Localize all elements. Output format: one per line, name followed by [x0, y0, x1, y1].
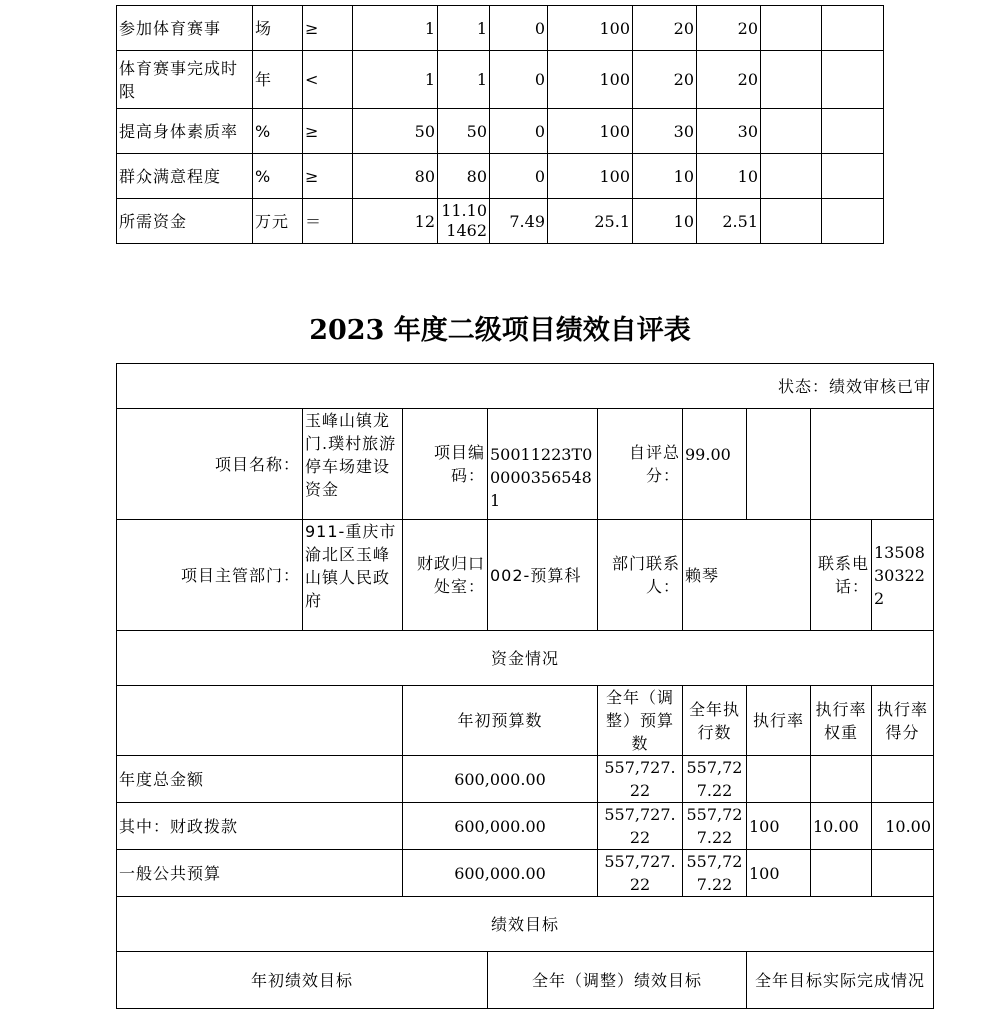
funds-header-row [117, 686, 934, 756]
indicator-value: 20 [633, 6, 697, 51]
column-header: 年初绩效目标 [117, 952, 488, 1009]
funds-score: 10.00 [872, 803, 934, 850]
table-row [117, 850, 934, 897]
table-row [117, 6, 884, 51]
column-header: 执行率 [747, 686, 811, 756]
funds-weight [811, 850, 872, 897]
indicator-value: 2.51 [697, 199, 761, 244]
indicator-value: 1 [438, 51, 490, 109]
indicator-value [761, 109, 822, 154]
indicator-value [822, 109, 884, 154]
indicator-table [116, 5, 884, 244]
indicator-value: 100 [548, 109, 633, 154]
evaluation-table [116, 363, 934, 1009]
indicator-value: 1 [353, 51, 438, 109]
indicator-value: 30 [697, 109, 761, 154]
page-title: 2023 年度二级项目绩效自评表 [309, 315, 691, 346]
indicator-value: 100 [548, 6, 633, 51]
indicator-value: 50 [353, 109, 438, 154]
funds-adjusted: 557,727.22 [598, 850, 683, 897]
phone-label: 联系电话： [811, 520, 872, 631]
indicator-value: 50 [438, 109, 490, 154]
indicator-name: 群众满意程度 [117, 154, 253, 199]
project-name-value: 玉峰山镇龙门.璞村旅游停车场建设资金 [303, 409, 403, 520]
table-row [117, 803, 934, 850]
phone-value: 13508303222 [872, 520, 934, 631]
funds-executed: 557,727.22 [683, 756, 747, 803]
column-header: 全年执行数 [683, 686, 747, 756]
indicator-value: 80 [353, 154, 438, 199]
table-row [117, 756, 934, 803]
funds-section-row [117, 631, 934, 686]
department-label: 项目主管部门： [117, 520, 303, 631]
indicator-unit: 场 [253, 6, 303, 51]
table-row [117, 51, 884, 109]
indicator-value: 20 [697, 6, 761, 51]
indicator-value: 7.49 [490, 199, 548, 244]
indicator-unit: % [253, 154, 303, 199]
indicator-operator: ≥ [303, 6, 353, 51]
self-score-label: 自评总分： [598, 409, 683, 520]
indicator-value [822, 199, 884, 244]
table-row [117, 154, 884, 199]
indicator-value: 25.1 [548, 199, 633, 244]
column-header: 年初预算数 [403, 686, 598, 756]
column-header: 全年（调整）绩效目标 [488, 952, 747, 1009]
funds-weight: 10.00 [811, 803, 872, 850]
indicator-operator: ≥ [303, 154, 353, 199]
indicator-value: 20 [633, 51, 697, 109]
indicator-value [822, 154, 884, 199]
indicator-value: 80 [438, 154, 490, 199]
funds-initial: 600,000.00 [403, 850, 598, 897]
indicator-value [761, 51, 822, 109]
indicator-name: 参加体育赛事 [117, 6, 253, 51]
column-header: 执行率权重 [811, 686, 872, 756]
column-header: 全年目标实际完成情况 [747, 952, 934, 1009]
goals-header-row [117, 952, 934, 1009]
table-row [117, 109, 884, 154]
indicator-name: 所需资金 [117, 199, 253, 244]
indicator-value: 0 [490, 51, 548, 109]
goals-section-title: 绩效目标 [117, 897, 934, 952]
project-code-label: 项目编码： [403, 409, 488, 520]
indicator-unit: 年 [253, 51, 303, 109]
indicator-value: 10 [633, 154, 697, 199]
funds-adjusted: 557,727.22 [598, 803, 683, 850]
project-row [117, 409, 934, 520]
funds-row-label: 一般公共预算 [117, 850, 403, 897]
department-row [117, 520, 934, 631]
funds-rate: 100 [747, 850, 811, 897]
indicator-value: 0 [490, 154, 548, 199]
contact-value: 赖琴 [683, 520, 811, 631]
funds-adjusted: 557,727.22 [598, 756, 683, 803]
indicator-operator: < [303, 51, 353, 109]
funds-weight [811, 756, 872, 803]
funds-score [872, 756, 934, 803]
indicator-value: 100 [548, 51, 633, 109]
funds-executed: 557,727.22 [683, 803, 747, 850]
column-header: 全年（调整）预算数 [598, 686, 683, 756]
indicator-value [822, 51, 884, 109]
indicator-value: 12 [353, 199, 438, 244]
indicator-value: 10 [633, 199, 697, 244]
indicator-value [761, 6, 822, 51]
indicator-value: 20 [697, 51, 761, 109]
indicator-unit: % [253, 109, 303, 154]
indicator-value [761, 199, 822, 244]
funds-rate: 100 [747, 803, 811, 850]
indicator-value: 11.101462 [438, 199, 490, 244]
indicator-value: 0 [490, 6, 548, 51]
indicator-unit: 万元 [253, 199, 303, 244]
self-score-value: 99.00 [683, 409, 747, 520]
indicator-value: 30 [633, 109, 697, 154]
contact-label: 部门联系人： [598, 520, 683, 631]
goals-section-row [117, 897, 934, 952]
indicator-value: 100 [548, 154, 633, 199]
project-code-value: 50011223T000003565481 [488, 409, 598, 520]
funds-executed: 557,727.22 [683, 850, 747, 897]
indicator-value [822, 6, 884, 51]
funds-initial: 600,000.00 [403, 803, 598, 850]
status-row [117, 364, 934, 409]
funds-rate [747, 756, 811, 803]
indicator-operator: ≥ [303, 109, 353, 154]
indicator-name: 提高身体素质率 [117, 109, 253, 154]
indicator-value: 1 [353, 6, 438, 51]
finance-office-value: 002-预算科 [488, 520, 598, 631]
funds-initial: 600,000.00 [403, 756, 598, 803]
finance-office-label: 财政归口处室： [403, 520, 488, 631]
funds-row-label: 年度总金额 [117, 756, 403, 803]
status-badge: 状态：绩效审核已审 [117, 364, 934, 409]
indicator-value: 0 [490, 109, 548, 154]
indicator-name: 体育赛事完成时限 [117, 51, 253, 109]
department-value: 911-重庆市渝北区玉峰山镇人民政府 [303, 520, 403, 631]
indicator-value: 10 [697, 154, 761, 199]
funds-row-label: 其中：财政拨款 [117, 803, 403, 850]
funds-section-title: 资金情况 [117, 631, 934, 686]
project-name-label: 项目名称： [117, 409, 303, 520]
column-header: 执行率得分 [872, 686, 934, 756]
indicator-value: 1 [438, 6, 490, 51]
funds-score [872, 850, 934, 897]
table-row [117, 199, 884, 244]
indicator-operator: ＝ [303, 199, 353, 244]
indicator-value [761, 154, 822, 199]
